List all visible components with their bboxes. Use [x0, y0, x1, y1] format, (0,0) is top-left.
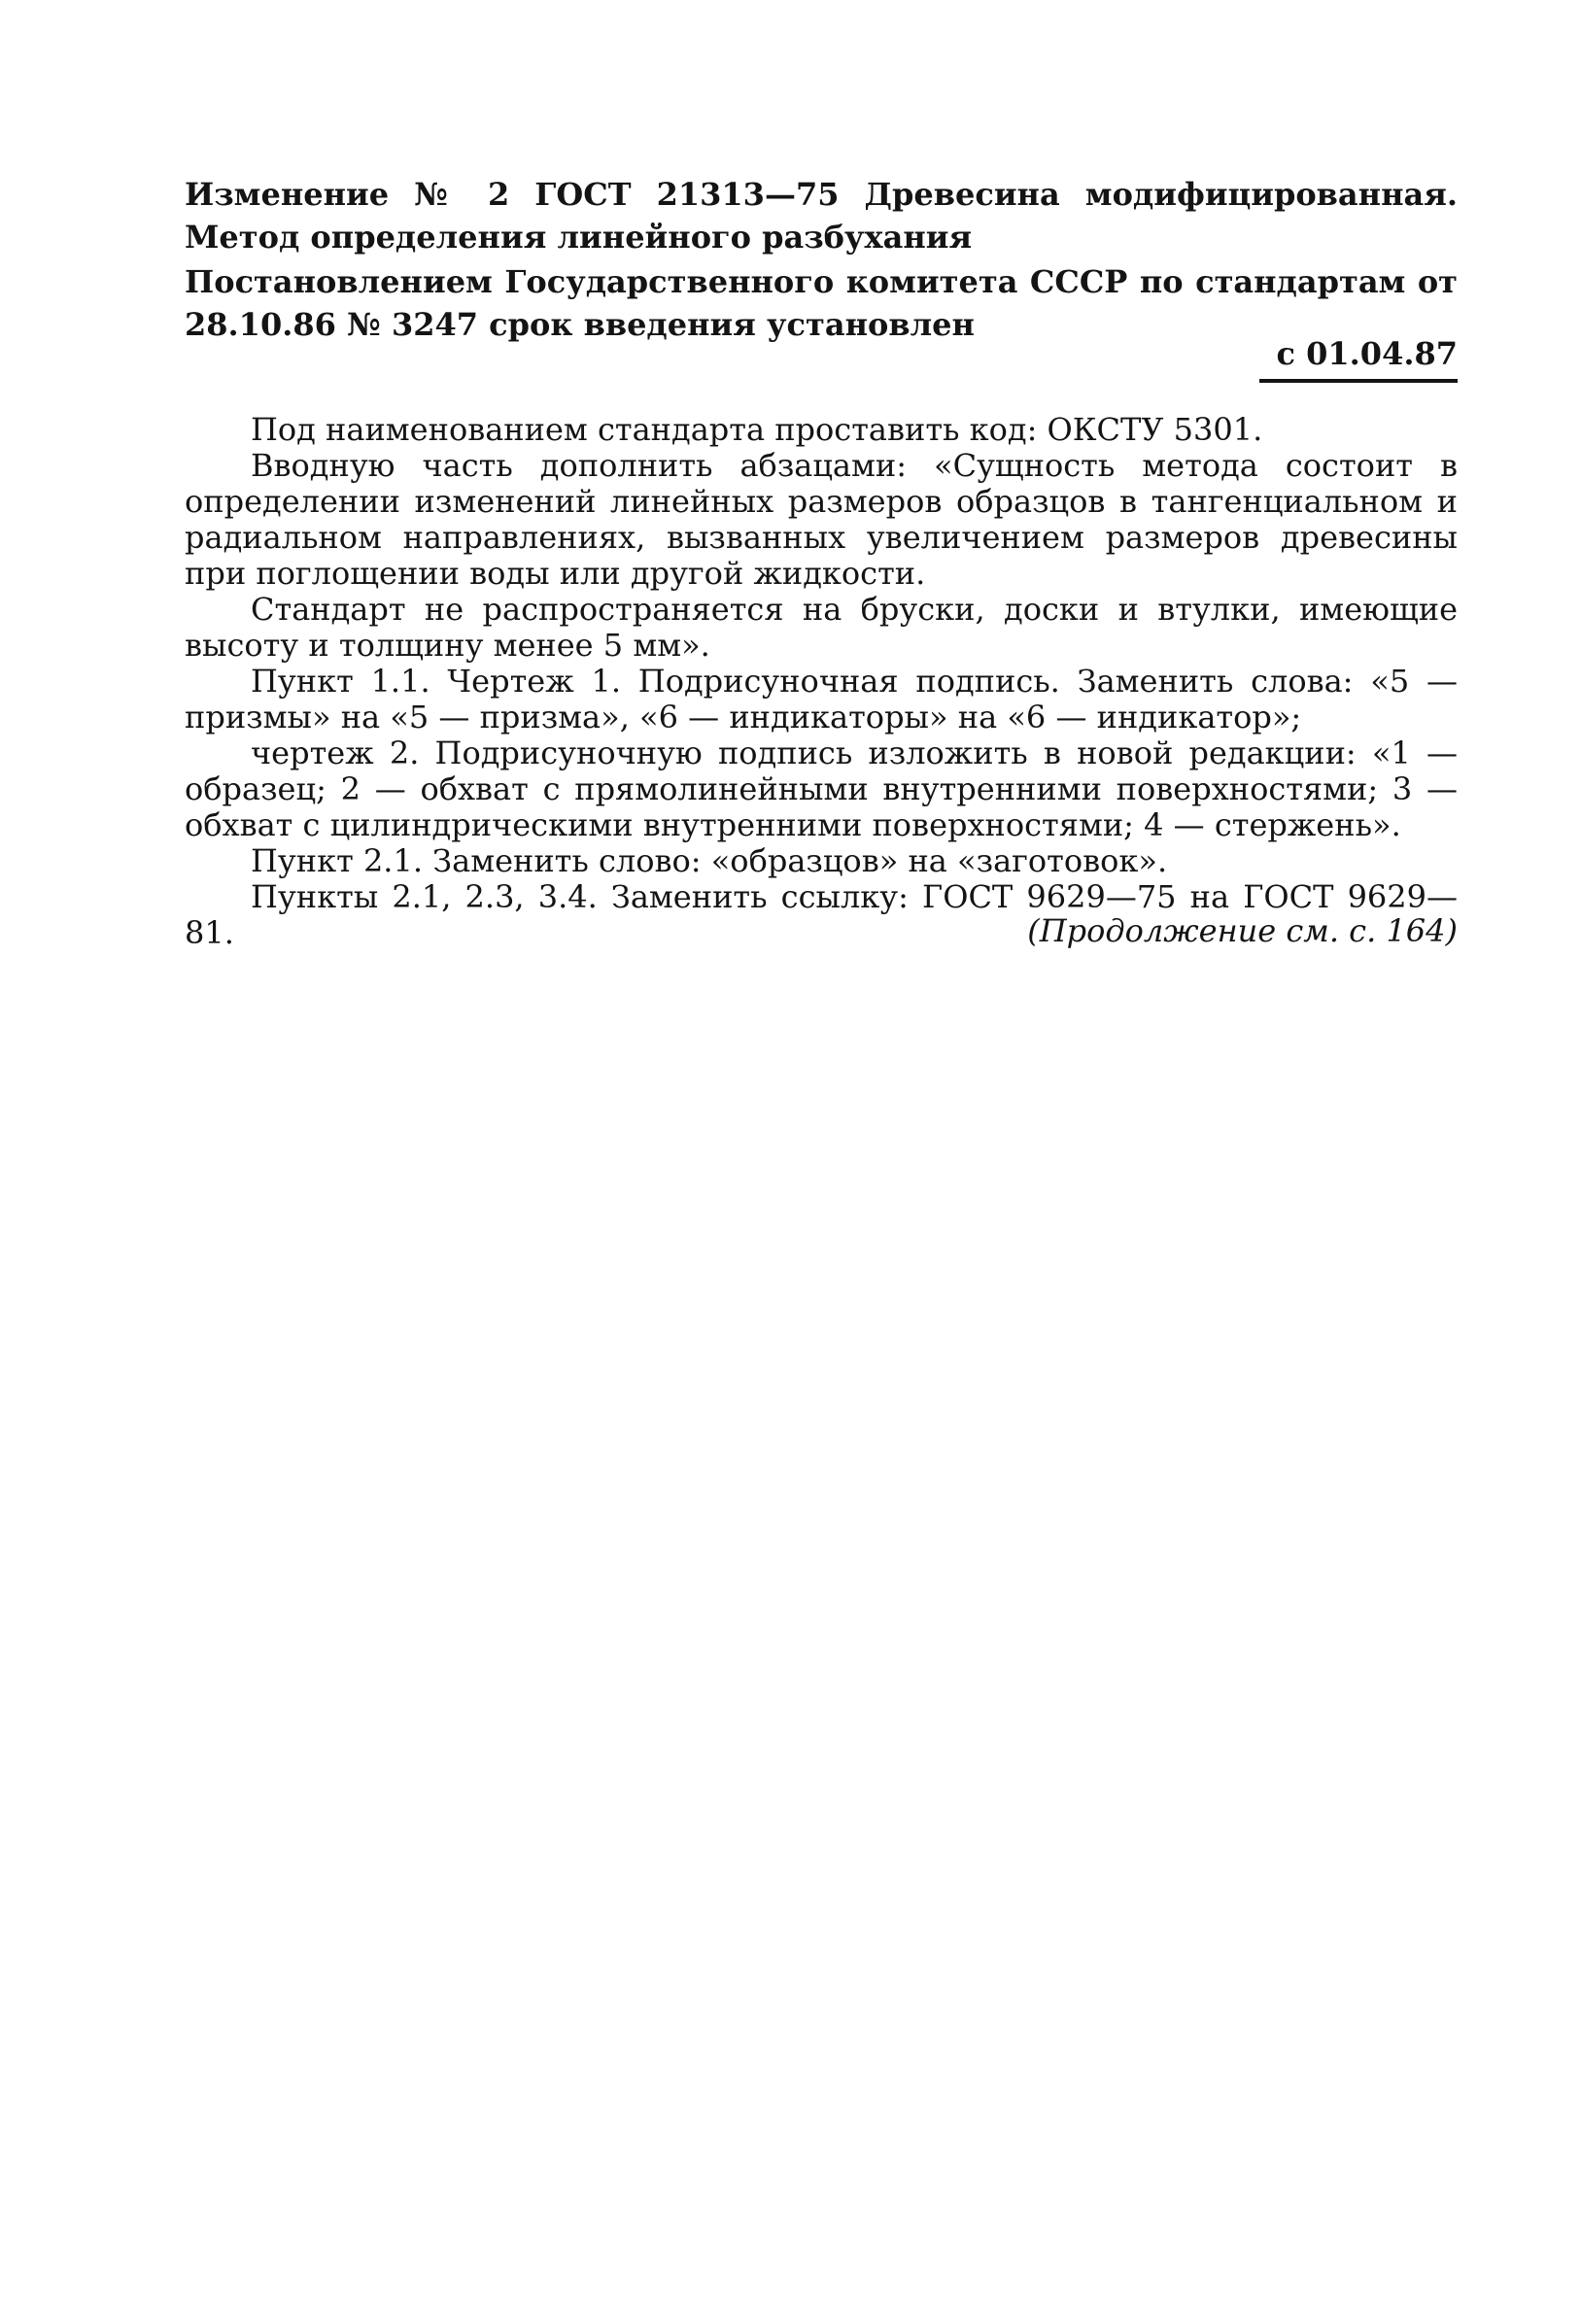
decree-statement: Постановлением Государственного комитета СССР по стандартам от 28.10.86 № 3247 срок введения установлен	[185, 263, 1458, 343]
paragraph-1: Под наименованием стандарта проставить код: ОКСТУ 5301.	[251, 411, 1263, 448]
effective-date: с 01.04.87	[1259, 332, 1458, 383]
paragraph-4: Пункт 1.1. Чертеж 1. Подрисуночная подпись. Заменить слова: «5 — призмы» на «5 — призма», «6 — индикаторы» на «6 — индикатор»;	[185, 663, 1458, 735]
continuation-note: (Продолжение см. с. 164)	[1027, 912, 1458, 949]
amendment-paragraphs	[185, 412, 1458, 951]
paragraph-3: Стандарт не распространяется на бруски, доски и втулки, имеющие высоту и толщину менее 5 мм».	[185, 591, 1458, 664]
paragraph-5: чертеж 2. Подрисуночную подпись изложить в новой редакции: «1 — образец; 2 — обхват с прямолинейными внутренними поверхностями; 3 — обхват с цилиндрическими внутренними поверхностями; 4 — стержень».	[185, 735, 1458, 843]
amendment-title: Изменение № 2 ГОСТ 21313—75 Древесина модифицированная. Метод определения линейного разбухания	[185, 176, 1458, 256]
paragraph-7: Пункты 2.1, 2.3, 3.4. Заменить ссылку: ГОСТ 9629—75 на ГОСТ 9629—81.	[185, 878, 1458, 951]
paragraph-6: Пункт 2.1. Заменить слово: «образцов» на «заготовок».	[251, 842, 1168, 879]
paragraph-2: Вводную часть дополнить абзацами: «Сущность метода состоит в определении изменений линейных размеров образцов в тангенциальном и радиальном направлениях, вызванных увеличением размеров древесины при поглощении воды или другой жидкости.	[185, 447, 1458, 592]
